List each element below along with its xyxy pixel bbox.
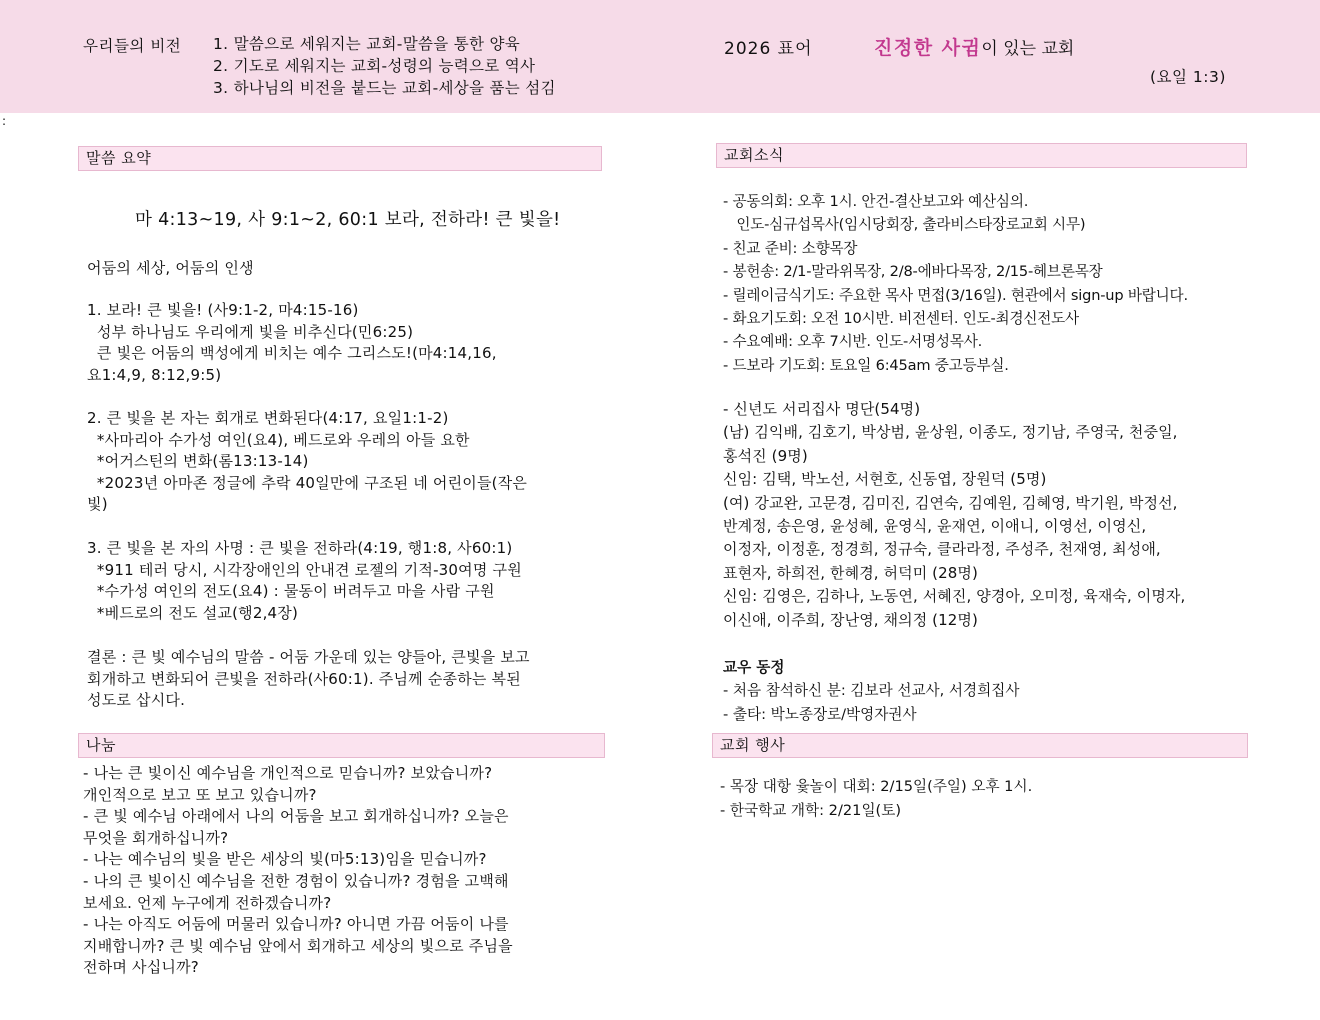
news-item: - 릴레이금식기도: 주요한 목사 면접(3/16일). 현관에서 sign-up 바랍니다. bbox=[723, 286, 1188, 304]
text-line: 빛) bbox=[87, 495, 108, 514]
text-line: 신임: 김영은, 김하나, 노동연, 서혜진, 양경아, 오미정, 육재숙, 이명자, bbox=[723, 587, 1186, 606]
text-line: - 나는 예수님의 빛을 받은 세상의 빛(마5:13)임을 믿습니까? bbox=[83, 850, 487, 869]
text-line: 2. 큰 빛을 본 자는 회개로 변화된다(4:17, 요일1:1-2) bbox=[87, 409, 449, 427]
motto-highlight: 진정한 사귐 bbox=[874, 37, 982, 59]
event-item: - 한국학교 개학: 2/21일(토) bbox=[720, 802, 902, 819]
fellowship-news bbox=[723, 656, 1019, 726]
text-line: 요1:4,9, 8:12,9:5) bbox=[87, 365, 222, 384]
text-line: - 큰 빛 예수님 아래에서 나의 어둠을 보고 회개하십니까? 오늘은 bbox=[83, 807, 509, 826]
text-line: 신임: 김택, 박노선, 서현호, 신동엽, 장원덕 (5명) bbox=[723, 470, 1047, 489]
text-line: *2023년 아마존 정글에 추락 40일만에 구조된 네 어린이들(작은 bbox=[87, 473, 528, 492]
text-line: 큰 빛은 어둠의 백성에게 비치는 예수 그리스도!(마4:14,16, bbox=[87, 344, 497, 363]
section-header-events: 교회 행사 bbox=[712, 733, 1248, 758]
event-item: - 목장 대항 윷놀이 대회: 2/15일(주일) 오후 1시. bbox=[720, 778, 1033, 795]
text-line: 홍석진 (9명) bbox=[723, 446, 808, 465]
sermon-conclusion bbox=[87, 647, 530, 712]
news-list bbox=[723, 190, 1188, 377]
news-item: - 공동의회: 오후 1시. 안건-결산보고와 예산심의. bbox=[723, 193, 1029, 210]
text-line: 회개하고 변화되어 큰빛을 전하라(사60:1). 주님께 순종하는 복된 bbox=[87, 669, 521, 688]
year-motto bbox=[874, 33, 1074, 60]
text-line: 결론 : 큰 빛 예수님의 말씀 - 어둠 가운데 있는 양들아, 큰빛을 보고 bbox=[87, 648, 530, 666]
text-line: 전하며 사십니까? bbox=[83, 958, 199, 977]
text-line: *수가성 여인의 전도(요4) : 물동이 버려두고 마을 사람 구원 bbox=[87, 582, 495, 601]
text-line: 무엇을 회개하십니까? bbox=[83, 828, 229, 847]
text-line: 이신애, 이주희, 장난영, 채의정 (12명) bbox=[723, 610, 978, 629]
motto-rest: 이 있는 교회 bbox=[981, 39, 1075, 59]
text-line: 이정자, 이정훈, 정경희, 정규숙, 클라라정, 주성주, 천재영, 최성애, bbox=[723, 540, 1161, 559]
news-item: - 화요기도회: 오전 10시반. 비전센터. 인도-최경신전도사 bbox=[723, 310, 1079, 328]
text-line: - 나는 큰 빛이신 예수님을 개인적으로 믿습니까? 보았습니까? bbox=[83, 764, 493, 782]
vision-item: 1. 말씀으로 세워지는 교회-말씀을 통한 양육 bbox=[213, 35, 521, 53]
text-line: - 나의 큰 빛이신 예수님을 전한 경험이 있습니까? 경험을 고백해 bbox=[83, 871, 509, 890]
colon-mark: : bbox=[2, 114, 7, 128]
vision-item: 3. 하나님의 비전을 붙드는 교회-세상을 품는 섬김 bbox=[213, 79, 556, 97]
text-line: 표현자, 하희전, 한혜경, 허덕미 (28명) bbox=[723, 563, 978, 582]
text-line: (여) 강교완, 고문경, 김미진, 김연숙, 김예원, 김혜영, 박기원, 박정선, bbox=[723, 493, 1178, 512]
sermon-title: 마 4:13~19, 사 9:1~2, 60:1 보라, 전하라! 큰 빛을! bbox=[135, 210, 561, 230]
sermon-intro-line: 어둠의 세상, 어둠의 인생 bbox=[87, 259, 254, 277]
news-item: - 수요예배: 오후 7시반. 인도-서명성목사. bbox=[723, 333, 983, 351]
sermon-point-1 bbox=[87, 300, 497, 386]
text-line: (남) 김익배, 김호기, 박상범, 윤상원, 이종도, 정기남, 주영국, 천중일, bbox=[723, 423, 1178, 442]
text-line: 지배합니까? 큰 빛 예수님 앞에서 회개하고 세상의 빛으로 주님을 bbox=[83, 936, 513, 955]
events-list bbox=[720, 775, 1032, 823]
text-line: - 나는 아직도 어둠에 머물러 있습니까? 아니면 가끔 어둠이 나를 bbox=[83, 915, 509, 934]
text-line: *사마리아 수가성 여인(요4), 베드로와 우레의 아들 요한 bbox=[87, 430, 470, 449]
news-item: - 친교 준비: 소향목장 bbox=[723, 239, 858, 257]
sermon-point-2 bbox=[87, 408, 527, 516]
text-line: 보세요. 언제 누구에게 전하겠습니까? bbox=[83, 893, 332, 912]
text-line: 3. 큰 빛을 본 자의 사명 : 큰 빛을 전하라(4:19, 행1:8, 사60:1) bbox=[87, 539, 513, 557]
news-item: 인도-심규섭목사(임시당회장, 출라비스타장로교회 시무) bbox=[723, 216, 1086, 234]
text-line: - 출타: 박노종장로/박영자권사 bbox=[723, 705, 917, 723]
section-header-sermon: 말씀 요약 bbox=[78, 146, 602, 171]
section-header-news: 교회소식 bbox=[716, 143, 1247, 168]
text-line: 반계정, 송은영, 윤성혜, 윤영식, 윤재연, 이애니, 이영선, 이영신, bbox=[723, 517, 1147, 536]
vision-label: 우리들의 비전 bbox=[83, 37, 182, 55]
section-header-sharing: 나눔 bbox=[78, 733, 605, 758]
vision-item: 2. 기도로 세워지는 교회-성령의 능력으로 역사 bbox=[213, 57, 536, 75]
sermon-point-3 bbox=[87, 538, 522, 624]
news-item: - 드보라 기도회: 토요일 6:45am 중고등부실. bbox=[723, 356, 1009, 374]
text-line: *베드로의 전도 설교(행2,4장) bbox=[87, 603, 299, 622]
vision-list bbox=[213, 33, 556, 99]
text-line: - 처음 참석하신 분: 김보라 선교사, 서경희집사 bbox=[723, 682, 1020, 700]
text-line: - 신년도 서리집사 명단(54명) bbox=[723, 400, 921, 418]
sermon-intro bbox=[87, 258, 254, 280]
text-line: 성부 하나님도 우리에게 빛을 비추신다(민6:25) bbox=[87, 322, 414, 341]
year-motto-label: 2026 표어 bbox=[724, 39, 813, 59]
text-line: 1. 보라! 큰 빛을! (사9:1-2, 마4:15-16) bbox=[87, 301, 359, 319]
fellowship-heading: 교우 동정 bbox=[723, 659, 785, 676]
news-item: - 봉헌송: 2/1-말라위목장, 2/8-에바다목장, 2/15-헤브론목장 bbox=[723, 263, 1103, 281]
text-line: *어거스틴의 변화(롬13:13-14) bbox=[87, 452, 309, 471]
sharing-questions bbox=[83, 763, 513, 979]
text-line: *911 테러 당시, 시각장애인의 안내견 로젤의 기적-30여명 구원 bbox=[87, 560, 522, 579]
deacon-roster bbox=[723, 398, 1185, 632]
motto-reference: (요일 1:3) bbox=[1150, 68, 1226, 86]
text-line: 성도로 삽시다. bbox=[87, 691, 186, 710]
text-line: 개인적으로 보고 또 보고 있습니까? bbox=[83, 785, 317, 804]
header-band bbox=[0, 0, 1320, 113]
